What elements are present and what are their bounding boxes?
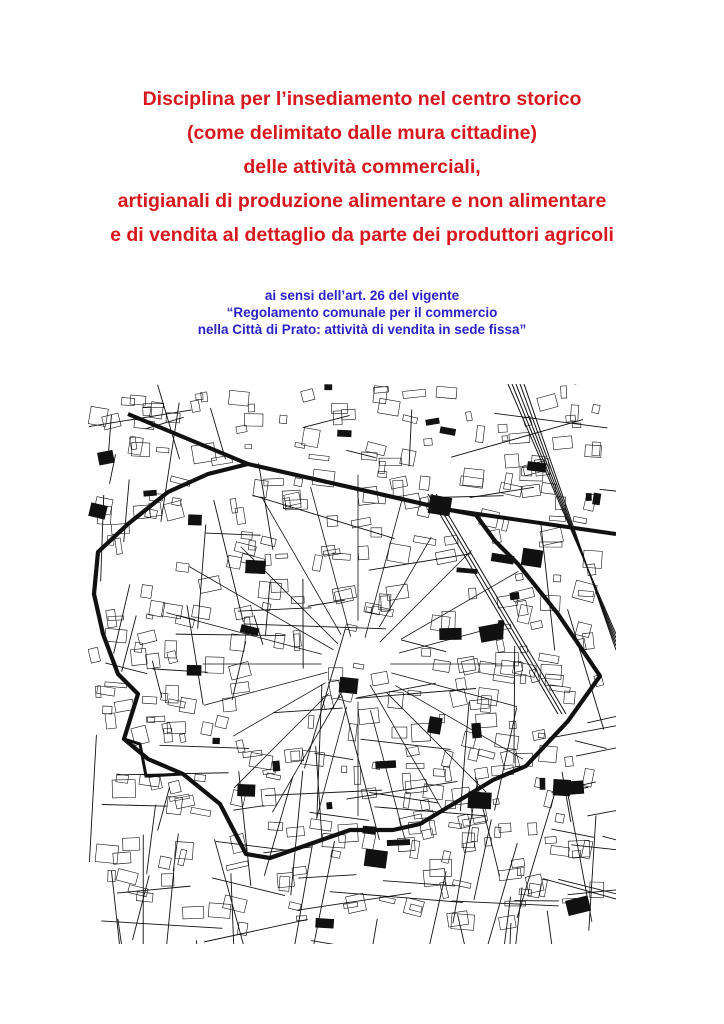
city-block — [376, 761, 396, 769]
city-block — [327, 802, 333, 809]
city-block — [339, 677, 358, 694]
city-block — [521, 548, 543, 567]
city-block — [510, 592, 520, 600]
city-map — [88, 384, 616, 944]
city-block — [387, 839, 410, 845]
city-block — [364, 849, 388, 868]
city-block — [592, 493, 600, 505]
city-block — [144, 490, 157, 496]
city-block — [440, 628, 462, 640]
city-block — [245, 560, 265, 574]
subtitle-line-2: “Regolamento comunale per il commercio — [226, 305, 498, 320]
city-block — [553, 779, 571, 796]
title-line-4: artigianali di produzione alimentare e non alimentare — [117, 190, 607, 212]
city-block — [273, 761, 281, 771]
city-block — [237, 784, 255, 796]
city-block — [213, 738, 220, 744]
city-block — [188, 515, 201, 526]
title-line-3: delle attività commerciali, — [243, 156, 481, 178]
city-map-figure — [88, 384, 616, 944]
city-block — [187, 665, 201, 675]
title-line-2: (come delimitato dalle mura cittadine) — [187, 122, 537, 144]
city-block — [316, 918, 334, 928]
city-block — [97, 450, 114, 465]
city-block — [540, 778, 545, 789]
city-block — [325, 385, 332, 390]
title-line-1: Disciplina per l’insediamento nel centro storico — [142, 88, 582, 110]
city-block — [337, 430, 351, 437]
document-subtitle — [0, 287, 724, 338]
subtitle-line-3: nella Città di Prato: attività di vendita in sede fissa” — [197, 322, 527, 337]
subtitle-line-1: ai sensi dell’art. 26 del vigente — [264, 288, 460, 303]
document-title — [0, 82, 724, 252]
title-line-5: e di vendita al dettaglio da parte dei produttori agricoli — [110, 224, 614, 246]
